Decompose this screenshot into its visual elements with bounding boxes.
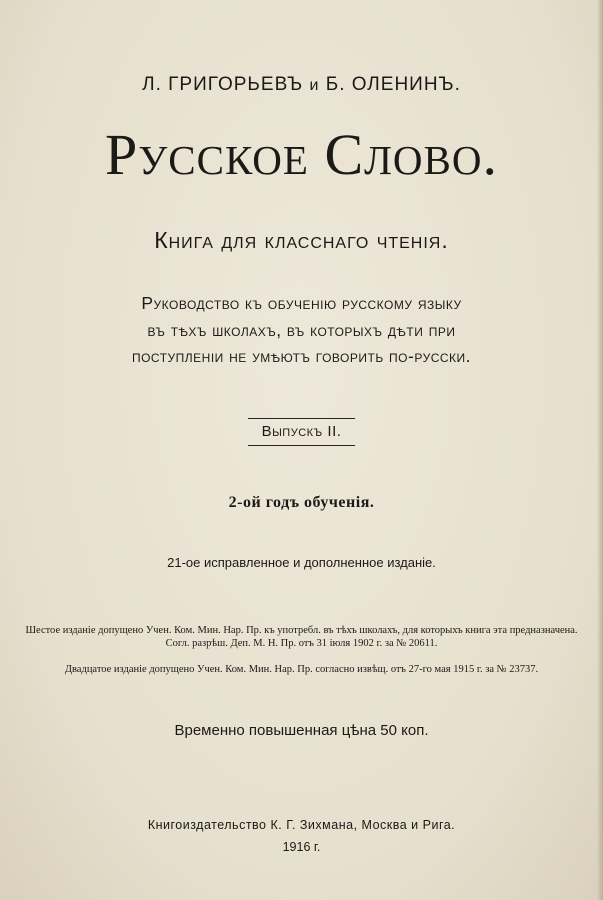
author-first: Л. ГРИГОРЬЕВЪ: [142, 74, 304, 95]
book-subtitle: Книга для класснаго чтенія.: [154, 227, 449, 253]
publication-year: 1916 г.: [282, 840, 321, 854]
author-second: Б. ОЛЕНИНЪ.: [325, 74, 461, 95]
issue-label: Выпускъ II.: [248, 418, 356, 446]
authors-line: [0, 74, 603, 96]
authors-conjunction: и: [309, 77, 320, 94]
price-note: Временно повышенная цѣна 50 коп.: [174, 722, 429, 739]
guide-line-2: въ тѣхъ школахъ, въ которыхъ дѣти при: [147, 320, 456, 340]
year-of-study: 2-ой годъ обученія.: [228, 494, 375, 511]
permit-note-1: Шестое изданіе допущено Учен. Ком. Мин. Нар. Пр. къ употребл. въ тѣхъ школахъ, для которыхъ книга эта предназначена. Согл. разрѣш. Деп. М. Н. Пр. отъ 31 іюля 1902 г. за № 20611.: [25, 625, 578, 649]
guide-line-1: Руководство къ обученію русскому языку: [141, 293, 462, 313]
permit-note-2: Двадцатое изданіе допущено Учен. Ком. Мин. Нар. Пр. согласно извѣщ. отъ 27-го мая 1915 г. за № 23737.: [64, 664, 539, 675]
publisher-line: Книгоиздательство К. Г. Зихмана, Москва и Рига.: [147, 818, 456, 832]
book-title: Русское Слово.: [104, 122, 498, 187]
edition-note: 21-ое исправленное и дополненное изданіе.: [167, 555, 436, 570]
guide-line-3: поступленіи не умѣютъ говорить по-русски.: [131, 346, 472, 366]
issue-block: [0, 418, 603, 446]
